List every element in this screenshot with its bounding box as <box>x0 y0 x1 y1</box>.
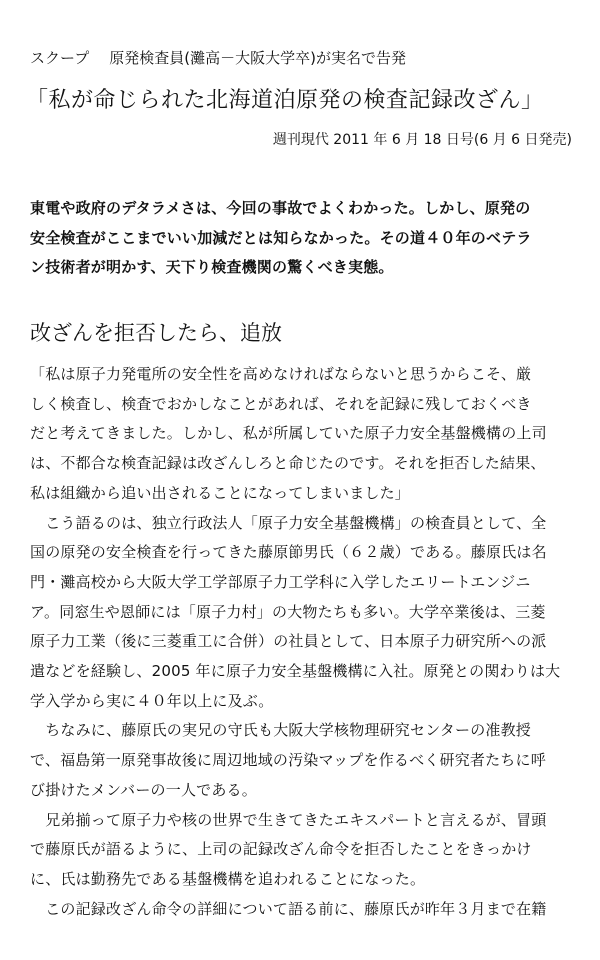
body-line: しく検査し、検査でおかしなことがあれば、それを記録に残しておくべき <box>30 394 532 413</box>
lead-paragraph <box>30 194 578 283</box>
section-heading: 改ざんを拒否したら、追放 <box>30 321 282 345</box>
body-line: ちなみに、藤原氏の実兄の守氏も大阪大学核物理研究センターの准教授 <box>30 721 532 740</box>
article-headline: 「私が命じられた北海道泊原発の検査記録改ざん」 <box>26 88 544 113</box>
body-paragraph <box>30 509 580 717</box>
body-line: 学入学から実に４０年以上に及ぶ。 <box>30 691 274 710</box>
body-line: 門・灘高校から大阪大学工学部原子力工学科に入学したエリートエンジニ <box>30 572 531 591</box>
body-line: に、氏は勤務先である基盤機構を追われることになった。 <box>30 869 426 888</box>
body-line: で藤原氏が語るように、上司の記録改ざん命令を拒否したことをきっかけ <box>30 840 532 859</box>
kicker-text: 原発検査員(灘高－大阪大学卒)が実名で告発 <box>109 49 406 67</box>
publication-source: 週刊現代 2011 年 6 月 18 日号(6 月 6 日発売) <box>272 132 572 148</box>
body-line: この記録改ざん命令の詳細について語る前に、藤原氏が昨年３月まで在籍 <box>30 899 547 918</box>
body-line: で、福島第一原発事故後に周辺地域の汚染マップを作るべく研究者たちに呼 <box>30 751 546 770</box>
body-line: ア。同窓生や恩師には「原子力村」の大物たちも多い。大学卒業後は、三菱 <box>30 602 546 621</box>
body-line: 私は組織から追い出されることになってしまいました」 <box>30 483 411 502</box>
article-body <box>30 360 580 924</box>
body-line: び掛けたメンバーの一人である。 <box>30 780 257 799</box>
body-paragraph <box>30 360 580 509</box>
body-line: こう語るのは、独立行政法人「原子力安全基盤機構」の検査員として、全 <box>30 513 547 532</box>
kicker-label: スクープ <box>30 49 90 67</box>
body-line: 原子力工業（後に三菱重工に合併）の社員として、日本原子力研究所への派 <box>30 632 547 651</box>
article-kicker <box>30 48 406 68</box>
body-paragraph <box>30 895 580 925</box>
body-line: は、不都合な検査記録は改ざんしろと命じたのです。それを拒否した結果、 <box>30 454 546 473</box>
body-paragraph <box>30 806 580 895</box>
body-line: 「私は原子力発電所の安全性を高めなければならないと思うからこそ、厳 <box>30 365 532 383</box>
body-line: 国の原発の安全検査を行ってきた藤原節男氏（６２歳）である。藤原氏は名 <box>30 543 547 562</box>
body-line: 遣などを経験し、2005 年に原子力安全基盤機構に入社。原発との関わりは大 <box>30 662 561 681</box>
lead-line: 安全検査がここまでいい加減だとは知らなかった。その道４０年のベテラ <box>30 228 532 247</box>
lead-line: ン技術者が明かす、天下り検査機関の驚くべき実態。 <box>30 258 394 277</box>
body-line: だと考えてきました。しかし、私が所属していた原子力安全基盤機構の上司 <box>30 424 547 443</box>
body-paragraph <box>30 716 580 805</box>
body-line: 兄弟揃って原子力や核の世界で生きてきたエキスパートと言えるが、冒頭 <box>30 810 547 829</box>
lead-line: 東電や政府のデタラメさは、今回の事故でよくわかった。しかし、原発の <box>30 199 531 217</box>
